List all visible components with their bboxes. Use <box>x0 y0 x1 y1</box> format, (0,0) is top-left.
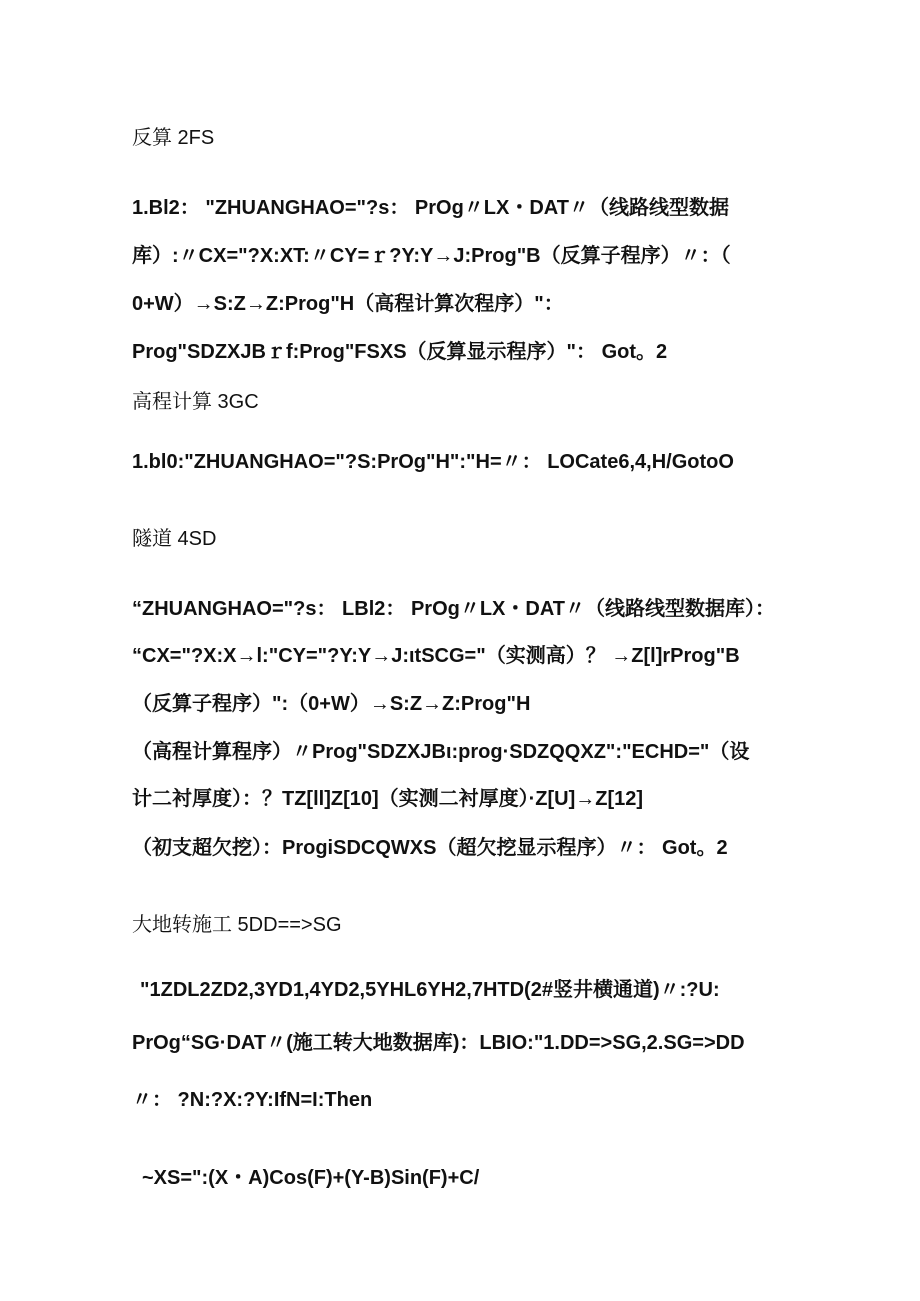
text-line: （高程计算程序）〃Prog"SDZXJBι:prog·SDZQQXZ":"ECHD="（设 <box>132 741 750 763</box>
text-line: “ZHUANGHAO="?s： LBl2： PrOg〃LX・DAT〃（线路线型数据库）： <box>132 598 776 620</box>
heading-ddsg: 大地转施工 5DD==>SG <box>132 914 342 936</box>
text-line: 〃： ?N:?X:?Y:IfN=I:Then <box>132 1089 373 1111</box>
text-line: "1ZDL2ZD2,3YD1,4YD2,5YHL6YH2,7HTD(2#竖井横通道)〃:?U: <box>140 979 720 1001</box>
text-line: 计二衬厚度）：？TZ[ll]Z[10]（实测二衬厚度）·Z[U]→Z[12] <box>132 788 644 810</box>
text-line: Prog"SDZXJBｒf:Prog"FSXS（反算显示程序）"： Got。2 <box>132 341 668 363</box>
text-line: 1.Bl2： "ZHUANGHAO="?s： PrOg〃LX・DAT〃（线路线型数据 <box>132 197 729 219</box>
text-line: （初支超欠挖）：ProgiSDCQWXS（超欠挖显示程序）〃： Got。2 <box>132 837 728 859</box>
text-line: （反算子程序）":（0+W）→S:Z→Z:Prog"H <box>132 693 531 715</box>
text-line: PrOg“SG·DAT〃(施工转大地数据库)：LBIO:"1.DD=>SG,2.SG=>DD <box>132 1032 745 1054</box>
heading-gc: 高程计算 3GC <box>132 391 259 413</box>
heading-fs: 反算 2FS <box>132 127 215 149</box>
text-line: 0+W）→S:Z→Z:Prog"H（高程计算次程序）"： <box>132 293 564 315</box>
text-line: “CX="?X:X→l:"CY="?Y:Y→J:ιtSCG="（实测高）？ →Z[l]rProg"B <box>132 645 740 667</box>
heading-sd: 隧道 4SD <box>132 528 217 550</box>
text-line: 1.bl0:"ZHUANGHAO="?S:PrOg"H":"H=〃： LOCate6,4,H/GotoO <box>132 451 734 473</box>
text-line: ~XS=":(X・A)Cos(F)+(Y-B)Sin(F)+C/ <box>142 1167 480 1189</box>
text-line: 库）:〃CX="?X:XT:〃CY=ｒ?Y:Y→J:Prog"B（反算子程序）〃：（ <box>132 245 731 267</box>
